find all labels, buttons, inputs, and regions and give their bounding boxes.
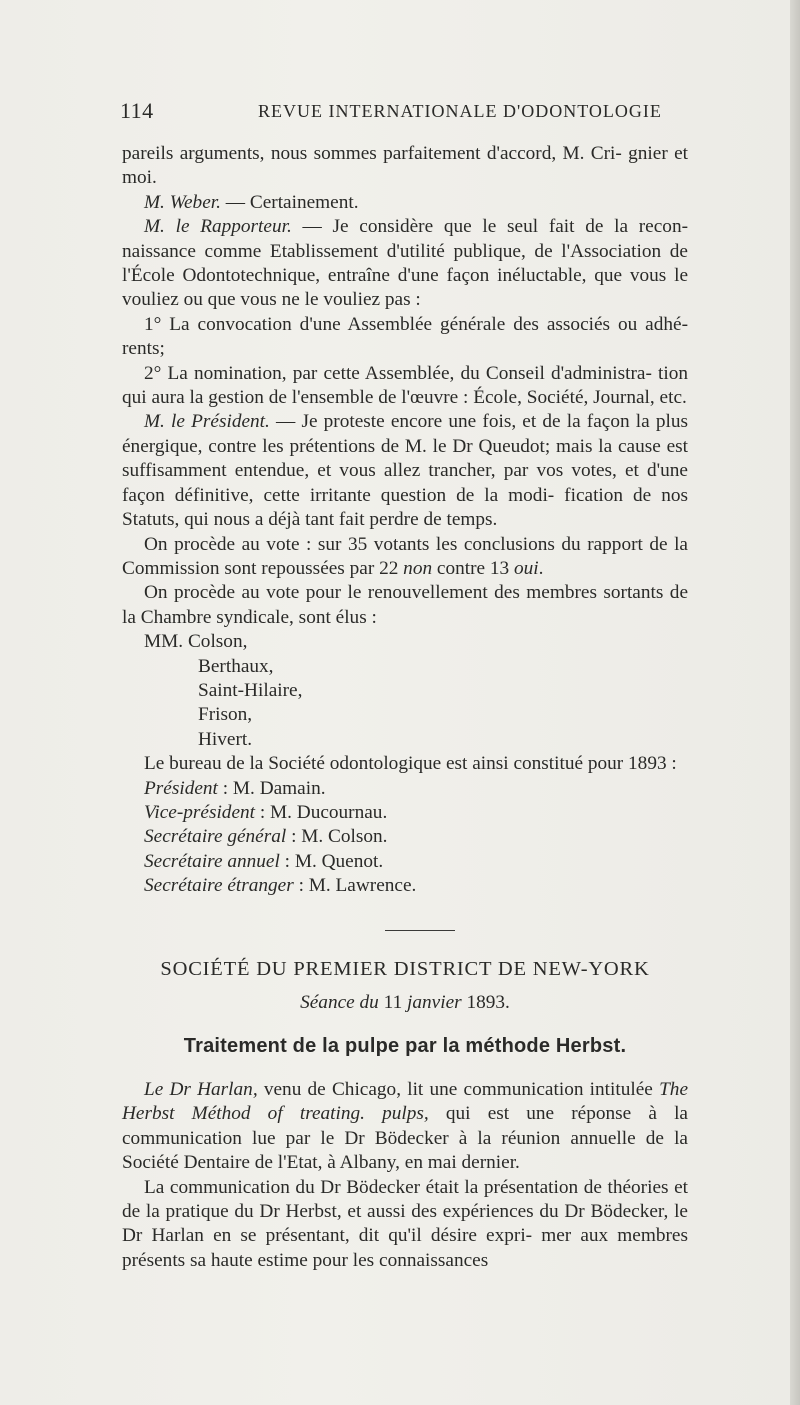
elected-name: Colson, (187, 631, 248, 653)
office-role: Secrétaire général (144, 826, 287, 848)
paragraph: pareils arguments, nous sommes parfaitement d'accord, M. Cri- gnier et moi. (122, 143, 688, 189)
text-run: qui est une réponse à la communication lue par le Dr Bödecker à la réunion annuelle de la Société Dentaire de l'Etat, à Albany, en mai dernier. (122, 1103, 688, 1174)
paragraph: La communication du Dr Bödecker était la présentation de théories et de la pratique du Dr Herbst, et aussi des expériences du Dr Bödecker, le Dr Harlan en se présentant, dit qu'il désire expri- mer aux membres présents sa haute estime pour les connaissances (122, 1176, 688, 1271)
office-holder: : M. Damain. (217, 777, 326, 799)
list-item: Hivert. (198, 728, 253, 750)
text-run: contre 13 (432, 557, 515, 579)
list-item (122, 874, 688, 898)
paragraph (122, 215, 688, 313)
section-subtitle (122, 992, 688, 1014)
subtitle-run: 1893. (466, 992, 510, 1013)
speech: — Je proteste encore une fois, et de la façon la plus énergique, contre les prétentions de M. le Dr Queudot; mais la cause est suffisamment entendue, et vous allez trancher, par vos votes, et d'une façon définitive, cette irritante question de la modi- fication de nos Statuts, qui nous a déjà tant fait perdre de temps. (122, 411, 688, 531)
office-holder: : M. Quenot. (279, 850, 384, 872)
text-run: On procède au vote : sur 35 votants les conclusions du rapport de la Commission sont repoussées par 22 (122, 533, 688, 579)
section-title: SOCIÉTÉ DU PREMIER DISTRICT DE NEW-YORK (160, 958, 650, 980)
subtitle-run: Séance du (300, 992, 384, 1013)
list-item (122, 801, 688, 825)
paragraph (122, 410, 688, 532)
speech: — Je considère que le seul fait de la recon- naissance comme Etablissement d'utilité publique, de l'Association de l'École Odontotechnique, entraîne d'une façon inéluctable, que vous le vouliez ou que vous ne le vouliez pas : (122, 216, 688, 311)
office-holder: : M. Colson. (286, 826, 388, 848)
office-holder: : M. Lawrence. (293, 875, 417, 897)
paragraph: On procède au vote pour le renouvellement des membres sortants de la Chambre syndicale, sont élus : (122, 582, 688, 628)
text-run: venu de Chicago, lit une communication intitulée (257, 1079, 660, 1100)
article-heading: Traitement de la pulpe par la méthode Herbst. (183, 1035, 627, 1057)
page-header (120, 98, 680, 124)
paragraph (122, 191, 688, 215)
speaker: Le Dr Harlan, (144, 1079, 258, 1100)
body-text (122, 142, 688, 899)
speech: — Certainement. (220, 191, 359, 213)
vote-oui: oui (514, 557, 539, 579)
speaker: M. Weber. (144, 191, 221, 213)
paragraph: Le bureau de la Société odontologique est ainsi constitué pour 1893 : (144, 753, 677, 775)
page-number: 114 (120, 98, 154, 123)
office-role: Vice-président (144, 801, 255, 823)
paragraph (122, 533, 688, 582)
office-role: Président (144, 777, 218, 799)
list-item: Saint-Hilaire, (198, 679, 303, 701)
body-text-2 (122, 1078, 688, 1273)
office-holder: : M. Ducournau. (255, 801, 388, 823)
running-title: REVUE INTERNATIONALE D'ODONTOLOGIE (258, 101, 662, 121)
speaker: M. le Rapporteur. (144, 216, 292, 238)
paragraph: 1° La convocation d'une Assemblée générale des associés ou adhé- rents; (122, 313, 688, 360)
list-item (122, 825, 688, 849)
subtitle-run: 11 (383, 992, 403, 1013)
list-item (122, 777, 688, 801)
speaker: M. le Président. (144, 411, 270, 433)
bureau-list (122, 777, 688, 899)
office-role: Secrétaire annuel (144, 850, 280, 872)
paragraph (122, 1078, 688, 1176)
elected-list (122, 630, 688, 752)
vote-non: non (403, 557, 433, 579)
list-item: Frison, (198, 704, 253, 726)
list-item (122, 850, 688, 874)
text-run: . (538, 557, 544, 579)
list-item (122, 630, 688, 654)
list-item: Berthaux, (198, 655, 274, 677)
office-role: Secrétaire étranger (144, 875, 294, 897)
section-divider (385, 930, 455, 931)
paragraph: 2° La nomination, par cette Assemblée, du Conseil d'administra- tion qui aura la gestion de l'ensemble de l'œuvre : École, Société, Journal, etc. (122, 362, 688, 409)
page-edge (790, 0, 800, 1405)
subtitle-run: janvier (402, 992, 467, 1013)
work-title: The Herbst Méthod of treating. pulps, (122, 1079, 688, 1125)
names-prefix: MM. (144, 631, 184, 653)
